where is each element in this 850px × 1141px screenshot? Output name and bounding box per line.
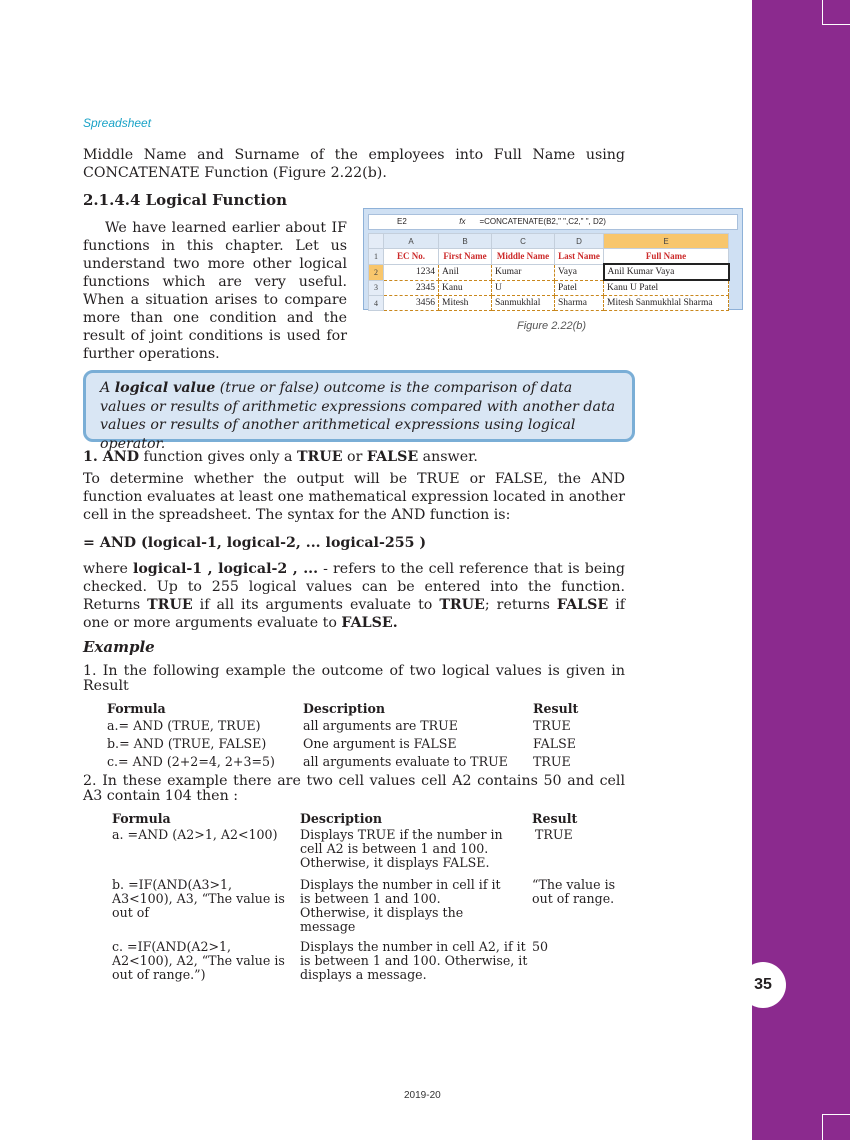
col-header-formula: Formula bbox=[112, 810, 171, 826]
where-paragraph bbox=[83, 560, 625, 632]
table-cell: TRUE bbox=[535, 827, 573, 842]
cell: Sanmukhlal bbox=[492, 296, 555, 311]
table-cell: TRUE bbox=[533, 718, 571, 733]
cell: U bbox=[492, 280, 555, 296]
and-true: TRUE bbox=[296, 449, 343, 465]
example-heading: Example bbox=[83, 638, 155, 656]
table-cell: Displays the number in cell if it is between 1 and 100. Otherwise, it displays the message bbox=[300, 877, 501, 934]
table-cell: all arguments evaluate to TRUE bbox=[303, 754, 508, 769]
example2-table bbox=[112, 809, 622, 982]
header-cell: Middle Name bbox=[492, 249, 555, 265]
figure-caption: Figure 2.22(b) bbox=[517, 320, 587, 332]
corner-cell bbox=[369, 234, 384, 249]
cell: Mitesh bbox=[439, 296, 492, 311]
table-cell: TRUE bbox=[533, 754, 571, 769]
row-header: 4 bbox=[369, 296, 384, 311]
table-cell: Displays TRUE if the number in cell A2 is between 1 and 100. Otherwise, it displays FALSE. bbox=[300, 827, 503, 870]
intro-paragraph: Middle Name and Surname of the employees into Full Name using CONCATENATE Function (Figure 2.22(b). bbox=[83, 147, 625, 181]
table-cell: FALSE bbox=[533, 736, 576, 751]
where-args: logical-1 , logical-2 , ... bbox=[132, 561, 319, 577]
formula-bar bbox=[368, 214, 738, 230]
table-cell: a. =AND (A2>1, A2<100) bbox=[112, 827, 278, 842]
and-text: or bbox=[342, 449, 367, 465]
col-header-description: Description bbox=[303, 701, 386, 716]
col-header: B bbox=[439, 234, 492, 249]
cell: Vaya bbox=[555, 264, 604, 280]
crop-mark-top bbox=[822, 0, 850, 25]
table-cell: all arguments are TRUE bbox=[303, 718, 458, 733]
header-cell: First Name bbox=[439, 249, 492, 265]
table-cell: c. =IF(AND(A2>1, A2<100), A2, “The value is out of range.”) bbox=[112, 939, 285, 982]
col-header-formula: Formula bbox=[107, 701, 166, 716]
row-header: 3 bbox=[369, 280, 384, 296]
table-cell: 50 bbox=[532, 939, 549, 954]
example1-intro: 1. In the following example the outcome of two logical values is given in Result bbox=[83, 663, 625, 694]
where-text: if all its arguments evaluate to bbox=[192, 597, 440, 613]
and-intro bbox=[83, 448, 625, 466]
example1-table bbox=[107, 699, 587, 771]
spreadsheet-grid bbox=[368, 233, 730, 311]
where-false: FALSE bbox=[556, 597, 609, 613]
table-cell: b.= AND (TRUE, FALSE) bbox=[107, 736, 267, 751]
cell: Kumar bbox=[492, 264, 555, 280]
fx-icon: fx bbox=[459, 217, 466, 226]
table-cell: a.= AND (TRUE, TRUE) bbox=[107, 718, 261, 733]
col-header-result: Result bbox=[532, 810, 578, 826]
col-header: A bbox=[384, 234, 439, 249]
col-header-result: Result bbox=[533, 701, 579, 716]
header-cell: Last Name bbox=[555, 249, 604, 265]
running-header: Spreadsheet bbox=[83, 116, 152, 130]
and-syntax: = AND (logical-1, logical-2, ... logical-255 ) bbox=[83, 535, 427, 551]
and-label: 1. AND bbox=[83, 449, 140, 465]
table-cell: “The value is out of range. bbox=[532, 877, 616, 906]
and-false: FALSE bbox=[366, 449, 419, 465]
table-cell: Displays the number in cell A2, if it is between 1 and 100. Otherwise, it displays a message. bbox=[300, 939, 528, 982]
cell: 3456 bbox=[384, 296, 439, 311]
table-cell: One argument is FALSE bbox=[303, 736, 457, 751]
where-text: where bbox=[83, 561, 133, 577]
cell: 2345 bbox=[384, 280, 439, 296]
header-cell: Full Name bbox=[604, 249, 729, 265]
definition-box bbox=[83, 370, 635, 452]
col-header: E bbox=[604, 234, 729, 249]
note-term: logical value bbox=[114, 380, 216, 396]
formula-text: =CONCATENATE(B2," ",C2," ", D2) bbox=[479, 217, 606, 226]
cell: Anil bbox=[439, 264, 492, 280]
where-text: - refers to the cell reference that is being checked. Up to 255 logical values can be entered into the function. Returns bbox=[83, 561, 625, 613]
active-cell: Anil Kumar Vaya bbox=[604, 264, 729, 280]
footer-year: 2019-20 bbox=[404, 1090, 441, 1101]
where-true: TRUE bbox=[147, 597, 193, 613]
where-text: ; returns bbox=[484, 597, 557, 613]
name-box: E2 bbox=[397, 217, 407, 226]
cell: 1234 bbox=[384, 264, 439, 280]
crop-mark-bottom bbox=[822, 1114, 850, 1141]
col-header: C bbox=[492, 234, 555, 249]
note-text: (true or false) outcome is the comparison of data values or results of arithmetic expressions compared with another data values or results of another arithmetical expressions using logical operator. bbox=[100, 380, 616, 452]
cell: Kanu U Patel bbox=[604, 280, 729, 296]
and-text: function gives only a bbox=[139, 449, 297, 465]
row-header: 1 bbox=[369, 249, 384, 265]
spreadsheet-figure bbox=[363, 208, 743, 310]
and-paragraph: To determine whether the output will be TRUE or FALSE, the AND function evaluates at least one mathematical expression located in another cell in the spreadsheet. The syntax for the AND function is: bbox=[83, 471, 625, 523]
col-header: D bbox=[555, 234, 604, 249]
example2-intro: 2. In these example there are two cell values cell A2 contains 50 and cell A3 contain 104 then : bbox=[83, 773, 625, 804]
section-title: 2.1.4.4 Logical Function bbox=[83, 191, 288, 209]
col-header-description: Description bbox=[300, 810, 383, 826]
and-text: answer. bbox=[418, 449, 478, 465]
cell: Patel bbox=[555, 280, 604, 296]
cell: Mitesh Sanmukhlal Sharma bbox=[604, 296, 729, 311]
where-true: TRUE bbox=[439, 597, 485, 613]
logical-paragraph: We have learned earlier about IF functions in this chapter. Let us understand two more other logical functions which are very useful. When a situation arises to compare more than one condition and the result of joint conditions is used for further operations. bbox=[83, 220, 347, 362]
header-cell: EC No. bbox=[384, 249, 439, 265]
table-cell: b. =IF(AND(A3>1, A3<100), A3, “The value is out of bbox=[112, 877, 285, 920]
page-number: 35 bbox=[740, 962, 786, 1008]
where-text: if one or more arguments evaluate to bbox=[83, 597, 625, 631]
cell: Sharma bbox=[555, 296, 604, 311]
table-cell: c.= AND (2+2=4, 2+3=5) bbox=[107, 754, 275, 769]
where-false: FALSE. bbox=[341, 615, 398, 631]
row-header: 2 bbox=[369, 264, 384, 280]
cell: Kanu bbox=[439, 280, 492, 296]
note-prefix: A bbox=[100, 380, 115, 396]
